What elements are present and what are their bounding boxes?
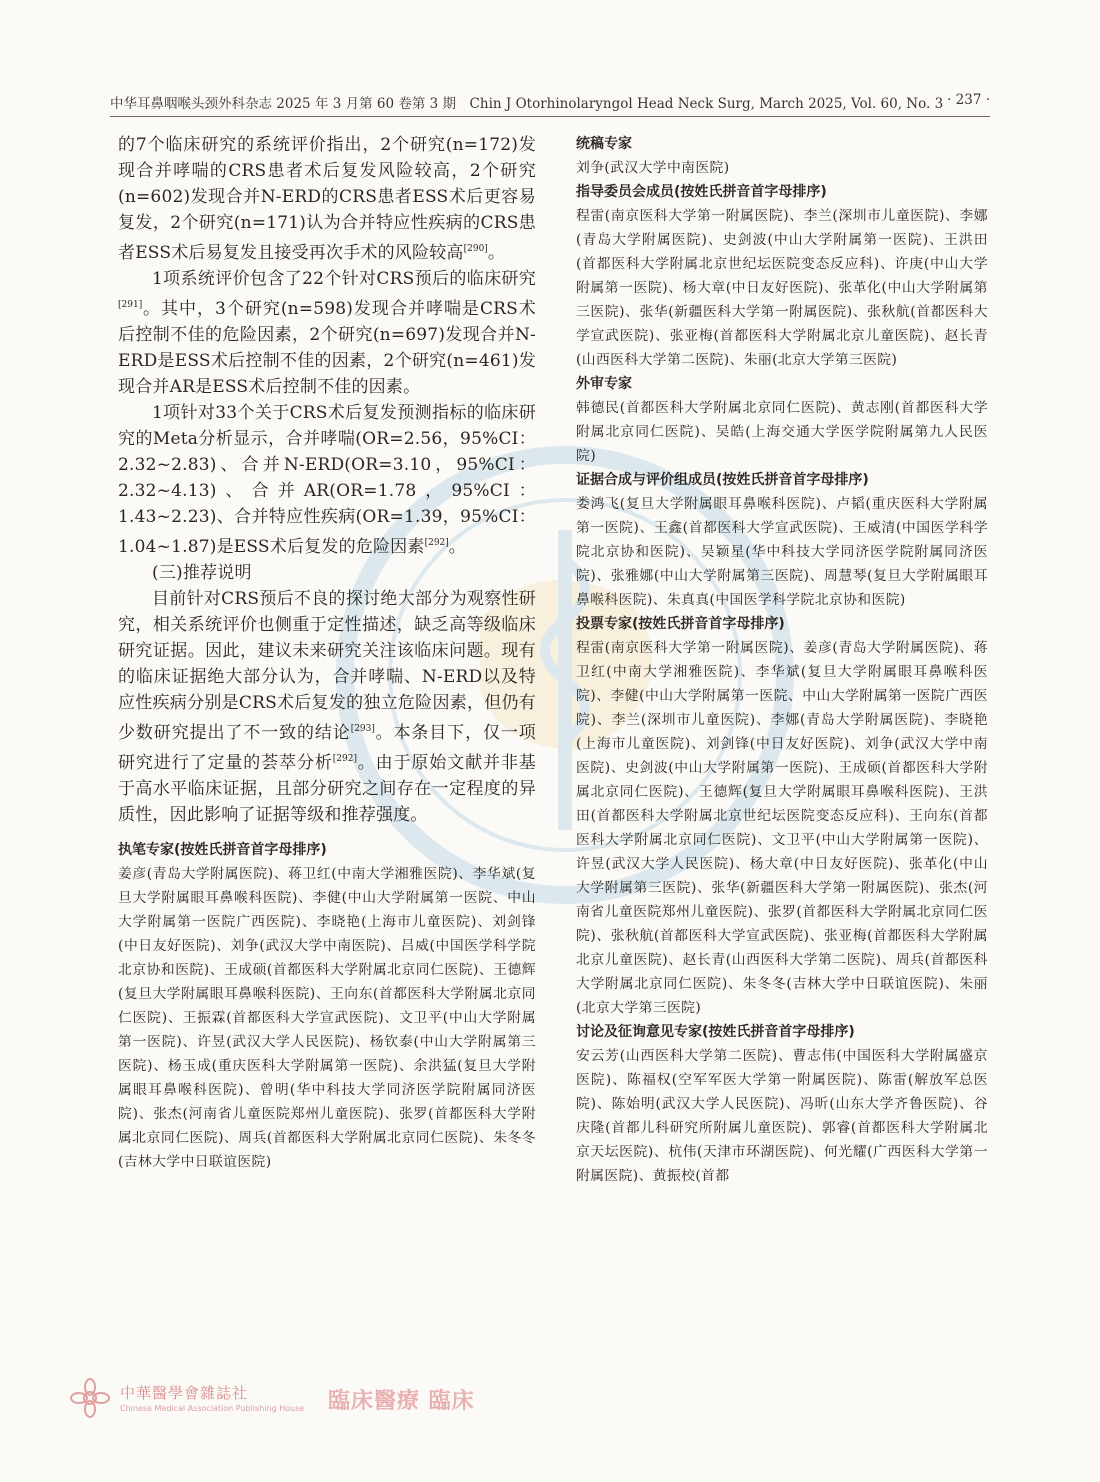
steering-committee-list: 程雷(南京医科大学第一附属医院)、李兰(深圳市儿童医院)、李娜(青岛大学附属医院)、史剑波(中山大学附属第一医院)、王洪田(首都医科大学附属北京世纪坛医院变态反应科)、许庚(中山大学附属第一医院)、杨大章(中日友好医院)、张革化(中山大学附属第三医院)、张华(新疆医科大学第一附属医院)、张秋航(首都医科大学宣武医院)、张亚梅(首都医科大学附属北京儿童医院)、赵长青(山西医科大学第二医院)、朱丽(北京大学第三医院) [576,208,988,368]
paragraph-1: 的7个临床研究的系统评价指出，2个研究(n=172)发现合并哮喘的CRS患者术后复发风险较高，2个研究(n=602)发现合并N-ERD的CRS患者ESS术后更容易复发，2个研究(n=171)认为合并特应性疾病的CRS患者ESS术后易复发且接受再次手术的风险较高[290]。 [118,135,536,263]
evidence-group-heading: 证据合成与评价组成员(按姓氏拼音首字母排序) [576,472,869,488]
citation-292b[interactable]: [292] [332,754,357,764]
citation-293[interactable]: [293] [350,724,375,734]
citation-292[interactable]: [292] [424,538,449,548]
chief-editor-heading: 统稿专家 [576,136,632,152]
paragraph-3: 1项针对33个关于CRS术后复发预测指标的临床研究的Meta分析显示，合并哮喘(OR=2.56，95%CI：2.32~2.83)、合并N-ERD(OR=3.10，95%CI：2.32~4.13)、合并AR(OR=1.78，95%CI：1.43~2.23)、合并特应性疾病(OR=1.39，95%CI：1.04~1.87)是ESS术后复发的危险因素[292]。 [118,403,536,557]
publisher-brand: 臨床醫療 臨床 [328,1389,475,1414]
page-number: · 237 · [947,92,990,108]
voting-experts-heading: 投票专家(按姓氏拼音首字母排序) [576,616,785,632]
consultation-experts-heading: 讨论及征询意见专家(按姓氏拼音首字母排序) [576,1024,855,1040]
paragraph-5: 目前针对CRS预后不良的探讨绝大部分为观察性研究，相关系统评价也侧重于定性描述，缺乏高等级临床研究证据。因此，建议未来研究关注该临床问题。现有的临床证据绝大部分认为，合并哮喘、N-ERD以及特应性疾病分别是CRS术后复发的独立危险因素，但仍有少数研究提出了不一致的结论[293]。本条目下，仅一项研究进行了定量的荟萃分析[292]。由于原始文献并非基于高水平临床证据，且部分研究之间存在一定程度的异质性，因此影响了证据等级和推荐强度。 [118,589,536,825]
publisher-name-en: Chinese Medical Association Publishing House [120,1404,305,1413]
chief-editor-list: 刘争(武汉大学中南医院) [576,160,730,176]
paragraph-2: 1项系统评价包含了22个针对CRS预后的临床研究[291]。其中，3个研究(n=598)发现合并哮喘是CRS术后控制不佳的危险因素，2个研究(n=697)发现合并N-ERD是ESS术后控制不佳的因素，2个研究(n=461)发现合并AR是ESS术后控制不佳的因素。 [118,269,536,397]
publisher-footer [70,1378,500,1422]
running-header [110,92,990,118]
writers-list: 姜彦(青岛大学附属医院)、蒋卫红(中南大学湘雅医院)、李华斌(复旦大学附属眼耳鼻喉科医院)、李健(中山大学附属第一医院、中山大学附属第一医院广西医院)、李晓艳(上海市儿童医院)、刘剑锋(中日友好医院)、刘争(武汉大学中南医院)、吕威(中国医学科学院北京协和医院)、王成硕(首都医科大学附属北京同仁医院)、王德辉(复旦大学附属眼耳鼻喉科医院)、王向东(首都医科大学附属北京同仁医院)、王振霖(首都医科大学宣武医院)、文卫平(中山大学附属第一医院)、许昱(武汉大学人民医院)、杨钦泰(中山大学附属第三医院)、杨玉成(重庆医科大学附属第一医院)、余洪猛(复旦大学附属眼耳鼻喉科医院)、曾明(华中科技大学同济医学院附属同济医院)、张杰(河南省儿童医院郑州儿童医院)、张罗(首都医科大学附属北京同仁医院)、周兵(首都医科大学附属北京同仁医院)、朱冬冬(吉林大学中日联谊医院) [118,866,536,1170]
journal-citation: 中华耳鼻咽喉头颈外科杂志 2025 年 3 月第 60 卷第 3 期 Chin J Otorhinolaryngol Head Neck Surg, March 2025, Vol. 60, No. 3 [110,96,944,112]
consultation-experts-list: 安云芳(山西医科大学第二医院)、曹志伟(中国医科大学附属盛京医院)、陈福权(空军军医大学第一附属医院)、陈雷(解放军总医院)、陈始明(武汉大学人民医院)、冯昕(山东大学齐鲁医院)、谷庆隆(首都儿科研究所附属儿童医院)、郭睿(首都医科大学附属北京天坛医院)、杭伟(天津市环湖医院)、何光耀(广西医科大学第一附属医院)、黄振校(首都 [576,1048,988,1184]
external-review-heading: 外审专家 [576,376,632,392]
evidence-group-list: 娄鸿飞(复旦大学附属眼耳鼻喉科医院)、卢韬(重庆医科大学附属第一医院)、王鑫(首都医科大学宣武医院)、王威清(中国医学科学院北京协和医院)、吴颖星(华中科技大学同济医学院附属同济医院)、张雅娜(中山大学附属第三医院)、周慧琴(复旦大学附属眼耳鼻喉科医院)、朱真真(中国医学科学院北京协和医院) [576,496,988,608]
right-column [576,132,988,1188]
writers-heading: 执笔专家(按姓氏拼音首字母排序) [118,842,327,858]
voting-experts-list: 程雷(南京医科大学第一附属医院)、姜彦(青岛大学附属医院)、蒋卫红(中南大学湘雅医院)、李华斌(复旦大学附属眼耳鼻喉科医院)、李健(中山大学附属第一医院、中山大学附属第一医院广西医院)、李兰(深圳市儿童医院)、李娜(青岛大学附属医院)、李晓艳(上海市儿童医院)、刘剑锋(中日友好医院)、刘争(武汉大学中南医院)、史剑波(中山大学附属第一医院)、王成硕(首都医科大学附属北京同仁医院)、王德辉(复旦大学附属眼耳鼻喉科医院)、王洪田(首都医科大学附属北京世纪坛医院变态反应科)、王向东(首都医科大学附属北京同仁医院)、文卫平(中山大学附属第一医院)、许昱(武汉大学人民医院)、杨大章(中日友好医院)、张革化(中山大学附属第三医院)、张华(新疆医科大学第一附属医院)、张杰(河南省儿童医院郑州儿童医院)、张罗(首都医科大学附属北京同仁医院)、张秋航(首都医科大学宣武医院)、张亚梅(首都医科大学附属北京儿童医院)、赵长青(山西医科大学第二医院)、周兵(首都医科大学附属北京同仁医院)、朱冬冬(吉林大学中日联谊医院)、朱丽(北京大学第三医院) [576,640,988,1016]
left-column [118,132,536,1174]
citation-290[interactable]: [290] [463,244,488,254]
publisher-flower-icon [70,1378,110,1418]
publisher-name: 中華醫學會雜誌社 [120,1384,249,1402]
header-rule [110,116,990,117]
steering-committee-heading: 指导委员会成员(按姓氏拼音首字母排序) [576,184,827,200]
citation-291[interactable]: [291] [118,300,143,310]
external-review-list: 韩德民(首都医科大学附属北京同仁医院)、黄志刚(首都医科大学附属北京同仁医院)、吴皓(上海交通大学医学院附属第九人民医院) [576,400,988,464]
subsection-heading: (三)推荐说明 [152,563,252,583]
